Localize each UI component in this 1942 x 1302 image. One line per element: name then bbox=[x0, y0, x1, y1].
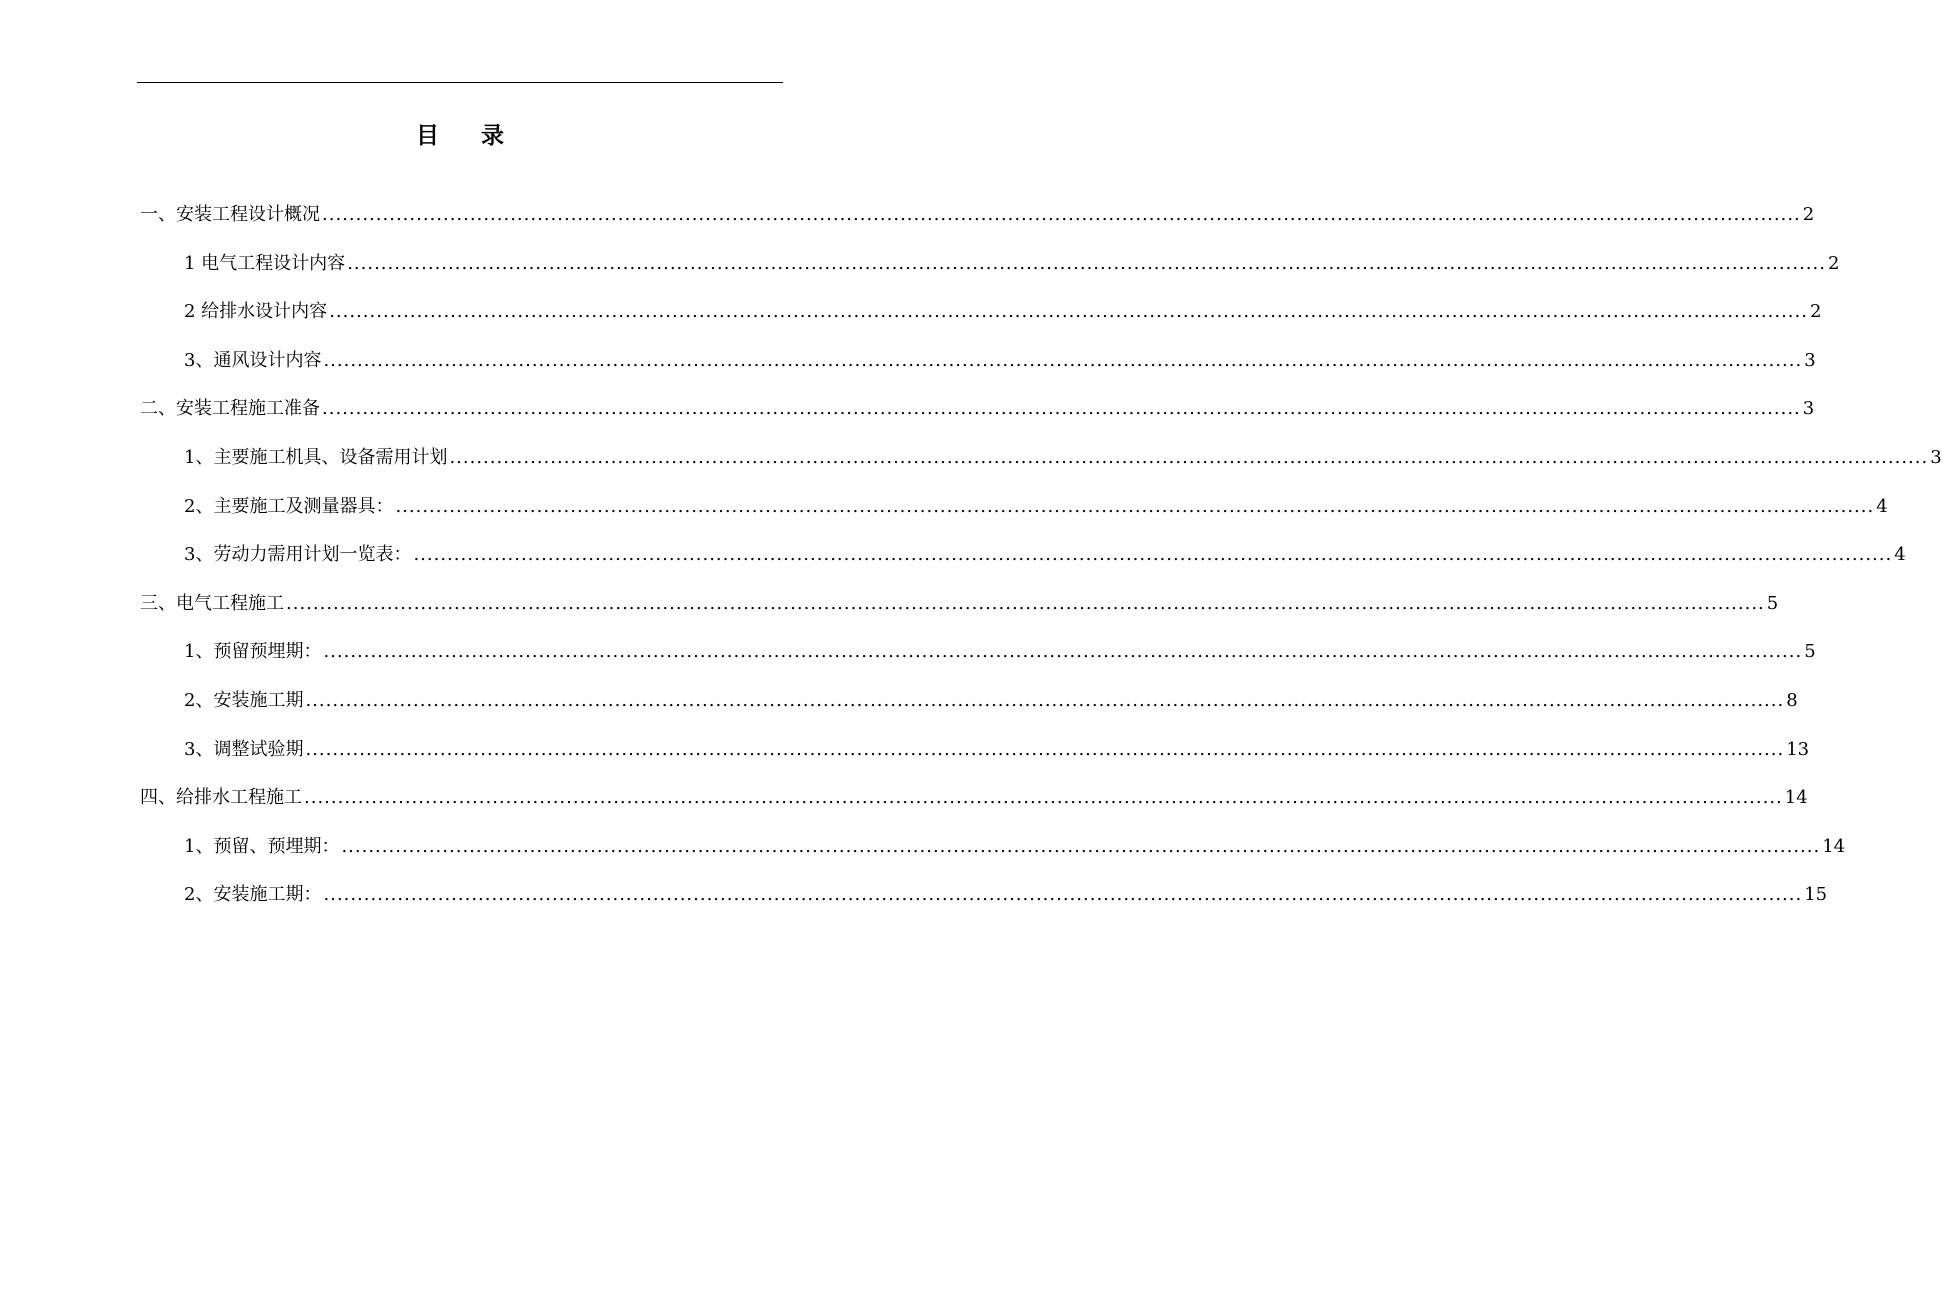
toc-dot-leader: ............................................................................................................................................................................................................................ bbox=[347, 252, 1826, 274]
toc-dot-leader: ............................................................................................................................................................................................................................ bbox=[305, 690, 1785, 711]
toc-entry-page-number: 4 bbox=[1876, 495, 1888, 517]
header-rule bbox=[137, 82, 783, 83]
toc-dot-leader: ............................................................................................................................................................................................................................ bbox=[323, 349, 1803, 371]
toc-entry-page-number: 2 bbox=[1809, 301, 1822, 323]
toc-entry-page-number: 2 bbox=[1827, 252, 1840, 274]
toc-section-entry[interactable] bbox=[140, 785, 1808, 811]
toc-dot-leader: ............................................................................................................................................................................................................................ bbox=[286, 592, 1765, 614]
toc-subsection-entry[interactable] bbox=[184, 494, 1888, 520]
toc-entry-label: 2、安装施工期： bbox=[184, 884, 322, 906]
toc-dot-leader: ............................................................................................................................................................................................................................ bbox=[323, 884, 1803, 906]
toc-entry-label: 2、安装施工期 bbox=[184, 690, 304, 711]
toc-subsection-entry[interactable] bbox=[184, 299, 1822, 325]
toc-dot-leader: ............................................................................................................................................................................................................................ bbox=[341, 835, 1821, 857]
toc-entry-label: 三、电气工程施工 bbox=[140, 592, 284, 614]
toc-dot-leader: ............................................................................................................................................................................................................................ bbox=[395, 495, 1875, 517]
toc-subsection-entry[interactable] bbox=[184, 445, 1942, 471]
toc-title-char-1: 目 bbox=[416, 122, 439, 149]
toc-section-entry[interactable] bbox=[140, 591, 1779, 617]
toc-entry-page-number: 8 bbox=[1786, 690, 1798, 711]
toc-section-entry[interactable] bbox=[140, 396, 1815, 422]
toc-dot-leader: ............................................................................................................................................................................................................................ bbox=[323, 641, 1803, 663]
toc-dot-leader: ............................................................................................................................................................................................................................ bbox=[322, 398, 1801, 420]
toc-entry-label: 1、预留预埋期： bbox=[184, 641, 322, 663]
toc-entry-label: 1、主要施工机具、设备需用计划 bbox=[184, 447, 448, 468]
toc-entry-label: 3、劳动力需用计划一览表： bbox=[184, 544, 412, 566]
toc-entry-page-number: 3 bbox=[1930, 447, 1942, 468]
toc-entry-page-number: 13 bbox=[1786, 738, 1810, 760]
toc-entry-label: 1、预留、预埋期： bbox=[184, 835, 340, 857]
toc-dot-leader: ............................................................................................................................................................................................................................ bbox=[329, 301, 1808, 323]
toc-entry-label: 四、给排水工程施工 bbox=[140, 787, 302, 809]
toc-section-entry[interactable] bbox=[140, 202, 1815, 228]
toc-dot-leader: ............................................................................................................................................................................................................................ bbox=[449, 447, 1929, 468]
toc-entry-page-number: 3 bbox=[1802, 398, 1815, 420]
toc-entry-label: 1 电气工程设计内容 bbox=[184, 252, 346, 274]
toc-subsection-entry[interactable] bbox=[184, 639, 1816, 665]
toc-entry-page-number: 4 bbox=[1894, 544, 1906, 566]
toc-entry-label: 2、主要施工及测量器具： bbox=[184, 495, 394, 517]
toc-entry-label: 2 给排水设计内容 bbox=[184, 301, 328, 323]
toc-subsection-entry[interactable] bbox=[184, 882, 1828, 908]
toc-dot-leader: ............................................................................................................................................................................................................................ bbox=[413, 544, 1893, 566]
toc-subsection-entry[interactable] bbox=[184, 542, 1906, 568]
toc-entry-label: 3、通风设计内容 bbox=[184, 349, 322, 371]
toc-subsection-entry[interactable] bbox=[184, 348, 1816, 374]
toc-subsection-entry[interactable] bbox=[184, 737, 1810, 763]
toc-title bbox=[0, 117, 920, 150]
toc-entry-page-number: 2 bbox=[1802, 204, 1815, 225]
toc-entry-label: 二、安装工程施工准备 bbox=[140, 398, 320, 420]
toc-entry-label: 一、安装工程设计概况 bbox=[140, 204, 320, 225]
toc-entry-page-number: 3 bbox=[1804, 349, 1816, 371]
toc-subsection-entry[interactable] bbox=[184, 688, 1798, 714]
toc-subsection-entry[interactable] bbox=[184, 251, 1840, 277]
toc-title-char-2: 录 bbox=[481, 122, 504, 149]
toc-entry-page-number: 14 bbox=[1784, 787, 1808, 809]
toc-dot-leader: ............................................................................................................................................................................................................................ bbox=[305, 738, 1785, 760]
toc-entry-label: 3、调整试验期 bbox=[184, 738, 304, 760]
toc-entry-page-number: 15 bbox=[1804, 884, 1828, 906]
toc-subsection-entry[interactable] bbox=[184, 834, 1846, 860]
toc-entry-page-number: 5 bbox=[1804, 641, 1816, 663]
toc-dot-leader: ............................................................................................................................................................................................................................ bbox=[322, 204, 1801, 225]
toc-dot-leader: ............................................................................................................................................................................................................................ bbox=[304, 787, 1783, 809]
toc-entry-page-number: 5 bbox=[1766, 592, 1779, 614]
toc-entry-page-number: 14 bbox=[1822, 835, 1846, 857]
